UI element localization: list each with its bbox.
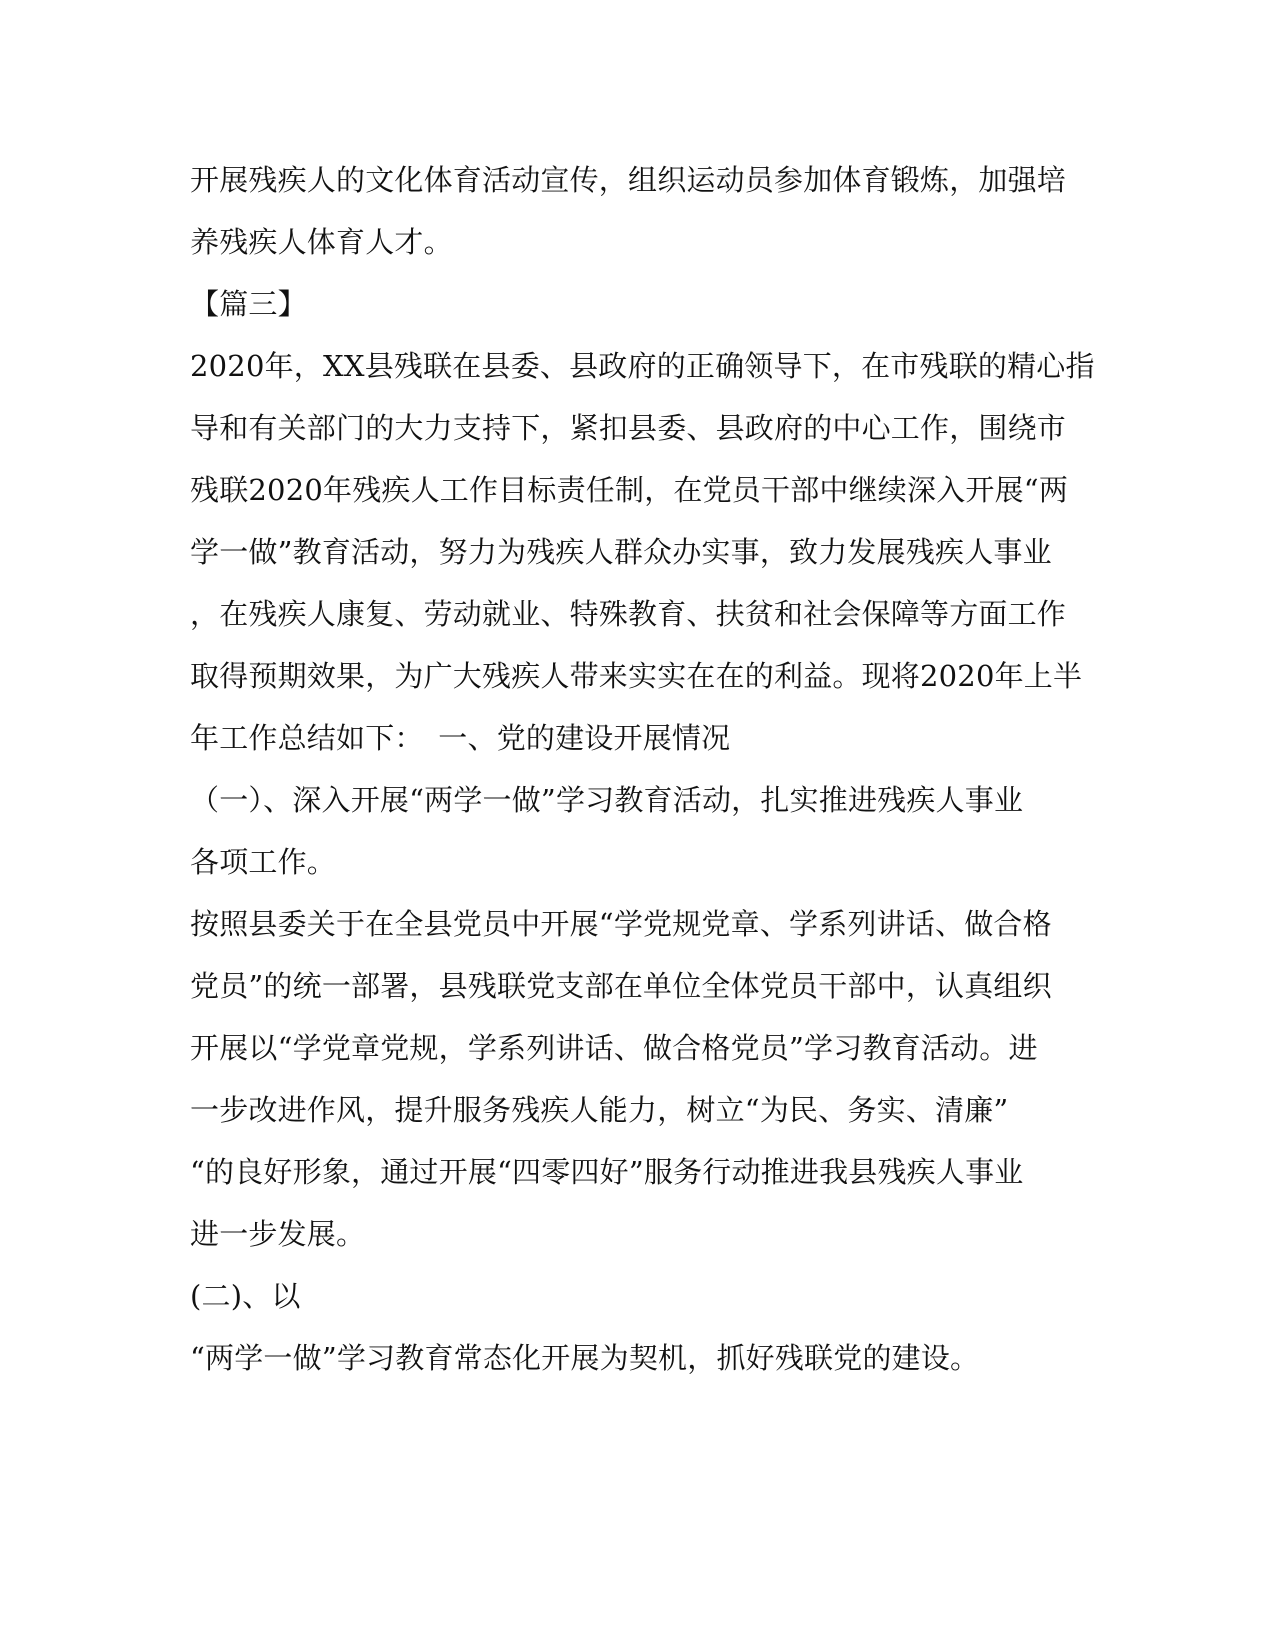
paragraph-line: 学一做”教育活动，努力为残疾人群众办实事，致力发展残疾人事业 <box>190 535 1052 569</box>
section-heading: 【篇三】 <box>190 287 307 321</box>
paragraph-line: 开展以“学党章党规，学系列讲话、做合格党员”学习教育活动。进 <box>190 1031 1038 1065</box>
subsection-heading: (二)、以 <box>190 1279 301 1313</box>
paragraph-line: 一步改进作风，提升服务残疾人能力，树立“为民、务实、清廉” <box>190 1093 1009 1127</box>
paragraph-line: 导和有关部门的大力支持下，紧扣县委、县政府的中心工作，围绕市 <box>190 411 1067 445</box>
paragraph-line: 开展残疾人的文化体育活动宣传，组织运动员参加体育锻炼，加强培 <box>190 163 1067 197</box>
paragraph-line: 进一步发展。 <box>190 1217 366 1251</box>
paragraph-line: 残联2020年残疾人工作目标责任制，在党员干部中继续深入开展“两 <box>190 473 1069 507</box>
paragraph-line: 2020年，XX县残联在县委、县政府的正确领导下，在市残联的精心指 <box>190 349 1095 383</box>
paragraph-line: 按照县委关于在全县党员中开展“学党规党章、学系列讲话、做合格 <box>190 907 1052 941</box>
paragraph-line: ，在残疾人康复、劳动就业、特殊教育、扶贫和社会保障等方面工作 <box>190 597 1067 631</box>
paragraph-line: “的良好形象，通过开展“四零四好”服务行动推进我县残疾人事业 <box>190 1155 1024 1189</box>
paragraph-line: “两学一做”学习教育常态化开展为契机，抓好残联党的建设。 <box>190 1341 980 1375</box>
paragraph-line: 党员”的统一部署，县残联党支部在单位全体党员干部中，认真组织 <box>190 969 1052 1003</box>
paragraph-line: 年工作总结如下： 一、党的建设开展情况 <box>190 721 731 755</box>
paragraph-line: 各项工作。 <box>190 845 337 879</box>
paragraph-line: 取得预期效果，为广大残疾人带来实实在在的利益。现将2020年上半 <box>190 659 1083 693</box>
paragraph-line: 养残疾人体育人才。 <box>190 225 453 259</box>
subsection-heading: （一）、深入开展“两学一做”学习教育活动，扎实推进残疾人事业 <box>190 783 1024 817</box>
